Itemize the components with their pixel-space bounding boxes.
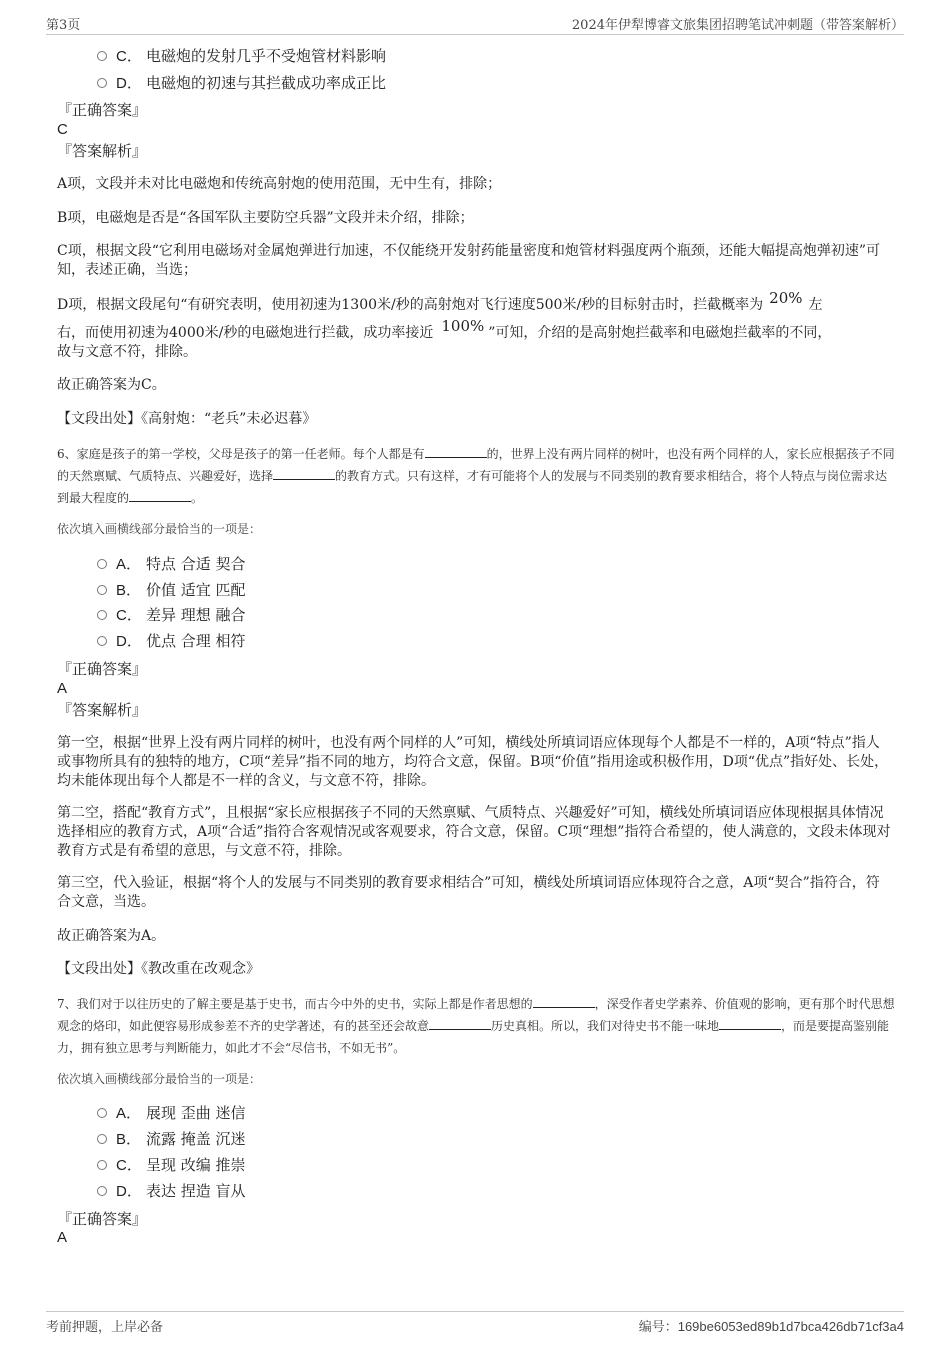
- q5-analysis-c: C项，根据文段“它利用电磁场对金属炮弹进行加速，不仅能绕开发射药能量密度和炮管材料强度两个瓶颈，还能大幅提高炮弹初速”可知，表述正确，当选；: [57, 243, 881, 278]
- radio-icon[interactable]: [97, 1186, 107, 1196]
- q6-option-c[interactable]: C． 差异 理想 融合: [97, 604, 246, 626]
- q5-option-d[interactable]: D． 电磁炮的初速与其拦截成功率成正比: [97, 72, 386, 94]
- blank-2: [273, 467, 335, 480]
- q5-option-c[interactable]: C． 电磁炮的发射几乎不受炮管材料影响: [97, 45, 386, 67]
- radio-icon[interactable]: [97, 1160, 107, 1170]
- q6-option-b[interactable]: B． 价值 适宜 匹配: [97, 579, 246, 601]
- document-title: 2024年伊犁博睿文旅集团招聘笔试冲刺题（带答案解析）: [571, 18, 904, 33]
- q5-analysis-d-line2: 右，而使用初速为4000米/秒的电磁炮进行拦截，成功率接近 100% ”可知，介绍的是高射炮拦截率和电磁炮拦截率的不同，: [57, 317, 832, 341]
- q6-stem: 6、家庭是孩子的第一学校，父母是孩子的第一任老师。每个人都是有 的，世界上没有两片同样的树叶，也没有两个同样的人，家长应根据孩子不同的天然禀赋、气质特点、兴趣爱好，选择 的教育方式。只有这样，才有可能将个人的发展与不同类别的教育要求相结合，将个人特点与岗位需求达到最大程度的 。: [57, 447, 895, 505]
- q5-analysis-label: 『答案解析』: [57, 142, 148, 160]
- radio-icon[interactable]: [97, 585, 107, 595]
- q7-option-d[interactable]: D． 表达 捏造 盲从: [97, 1180, 246, 1202]
- q6-source: 【文段出处】《教改重在改观念》: [57, 961, 260, 977]
- q7-answer: A: [57, 1229, 68, 1246]
- q6-analysis-2: 第二空，搭配“教育方式”，且根据“家长应根据孩子不同的天然禀赋、气质特点、兴趣爱好”可知，横线处所填词语应体现根据具体情况选择相应的教育方式，A项“合适”指符合客观情况或客观要求，符合文意，保留。C项“理想”指符合希望的，使人满意的，文段未体现对教育方式是有希望的意思，与文意不符，排除。: [57, 805, 891, 859]
- q7-instruction: 依次填入画横线部分最恰当的一项是：: [57, 1072, 262, 1086]
- blank-3: [719, 1017, 781, 1030]
- blank-2: [429, 1017, 491, 1030]
- q5-answer: C: [57, 121, 68, 138]
- radio-icon[interactable]: [97, 51, 107, 61]
- q5-analysis-b: B项，电磁炮是否是“各国军队主要防空兵器”文段并未介绍，排除；: [57, 210, 474, 226]
- q5-analysis-d-line1: D项，根据文段尾句“有研究表明，使用初速为1300米/秒的高射炮对飞行速度500米/秒的目标射击时，拦截概率为 20% 左: [57, 289, 823, 313]
- percent-20: 20%: [769, 289, 803, 307]
- q5-analysis-a: A项，文段并未对比电磁炮和传统高射炮的使用范围，无中生有，排除；: [57, 176, 502, 192]
- q7-option-c[interactable]: C． 呈现 改编 推崇: [97, 1154, 246, 1176]
- radio-icon[interactable]: [97, 78, 107, 88]
- q7-option-a[interactable]: A． 展现 歪曲 迷信: [97, 1102, 246, 1124]
- blank-3: [129, 489, 191, 502]
- blank-1: [533, 995, 595, 1008]
- q6-analysis-1: 第一空，根据“世界上没有两片同样的树叶，也没有两个同样的人”可知，横线处所填词语应体现每个人都是不一样的，A项“特点”指人或事物所具有的独特的地方，C项“差异”指不同的地方，均符合文意，保留。B项“价值”指用途或积极作用，D项“优点”指好处、长处，均未能体现出每个人都是不一样的含义，与文意不符，排除。: [57, 735, 889, 789]
- q6-analysis-label: 『答案解析』: [57, 701, 148, 719]
- q5-answer-label: 『正确答案』: [57, 101, 148, 119]
- q6-option-a[interactable]: A． 特点 合适 契合: [97, 553, 246, 575]
- page-header: [46, 14, 904, 35]
- q7-answer-label: 『正确答案』: [57, 1210, 148, 1228]
- q5-analysis-d-line3: 故与文意不符，排除。: [57, 344, 197, 360]
- q6-answer: A: [57, 680, 68, 697]
- q7-stem: 7、我们对于以往历史的了解主要是基于史书，而古今中外的史书，实际上都是作者思想的 ，深受作者史学素养、价值观的影响，更有那个时代思想观念的烙印，如此便容易形成参差不齐的史学著述，有的甚至还会故意 历史真相。所以，我们对待史书不能一味地 ，而是要提高鉴别能力，拥有独立思考与判断能力，如此才不会“尽信书，不如无书”。: [57, 997, 895, 1055]
- radio-icon[interactable]: [97, 559, 107, 569]
- q6-answer-label: 『正确答案』: [57, 660, 148, 678]
- radio-icon[interactable]: [97, 1134, 107, 1144]
- blank-1: [425, 445, 487, 458]
- page-footer: [46, 1311, 904, 1336]
- radio-icon[interactable]: [97, 636, 107, 646]
- q6-instruction: 依次填入画横线部分最恰当的一项是：: [57, 522, 262, 536]
- page-number: 第3页: [46, 18, 81, 33]
- q6-option-d[interactable]: D． 优点 合理 相符: [97, 630, 246, 652]
- q6-conclusion: 故正确答案为A。: [57, 928, 166, 944]
- percent-100: 100%: [441, 317, 485, 335]
- radio-icon[interactable]: [97, 610, 107, 620]
- footer-slogan: 考前押题，上岸必备: [46, 1320, 164, 1335]
- q5-source: 【文段出处】《高射炮：“老兵”未必迟暮》: [57, 411, 317, 427]
- q6-analysis-3: 第三空，代入验证，根据“将个人的发展与不同类别的教育要求相结合”可知，横线处所填词语应体现符合之意，A项“契合”指符合，符合文意，当选。: [57, 875, 880, 910]
- q7-option-b[interactable]: B． 流露 掩盖 沉迷: [97, 1128, 246, 1150]
- footer-code: 编号：169be6053ed89b1d7bca426db71cf3a4: [638, 1319, 904, 1335]
- radio-icon[interactable]: [97, 1108, 107, 1118]
- q5-conclusion: 故正确答案为C。: [57, 377, 166, 393]
